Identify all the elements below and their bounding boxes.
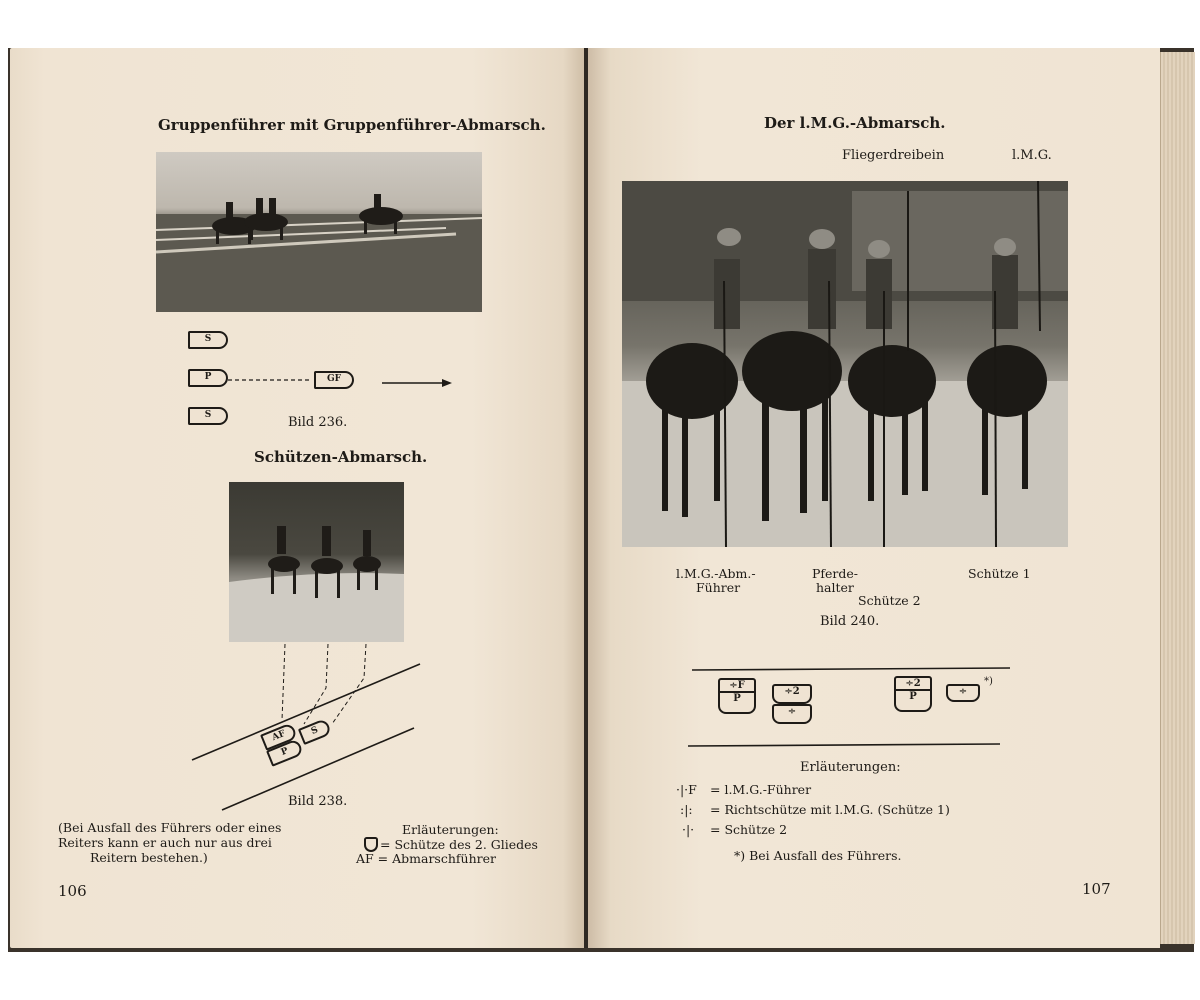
note-line-2: Reiters kann er auch nur aus drei: [58, 835, 272, 850]
right-legend-title: Erläuterungen:: [800, 760, 901, 775]
marker-s-238: S: [298, 718, 332, 745]
schuetze-1-icon: ÷2: [772, 684, 812, 704]
label-pferde-line-2: halter: [816, 580, 854, 595]
right-page: [588, 48, 1160, 948]
caption-bild-236: Bild 236.: [288, 415, 348, 430]
label-fliegerdreibein: Fliegerdreibein: [842, 148, 945, 163]
extra-rider-icon: ÷: [946, 684, 980, 702]
right-legend-line-1: = l.M.G.-Führer: [710, 782, 812, 797]
marker-gf: GF: [314, 371, 354, 389]
right-legend-line-3: = Schütze 2: [710, 822, 788, 837]
left-legend-title: Erläuterungen:: [402, 822, 499, 837]
right-legend-line-2: = Richtschütze mit l.M.G. (Schütze 1): [710, 802, 950, 817]
marker-af: AF: [260, 722, 298, 750]
page-edges: [1160, 52, 1195, 944]
marker-s-bottom: S: [188, 407, 228, 425]
marker-s-top: S: [188, 331, 228, 349]
marker-p-238: P: [266, 738, 304, 766]
left-legend-line-2: AF = Abmarschführer: [356, 851, 496, 866]
lmg-fuehrer-icon: ÷F P: [718, 678, 756, 714]
left-heading-2: Schützen-Abmarsch.: [254, 448, 428, 466]
richtschuetze-symbol-icon: :|:: [680, 802, 693, 817]
page-number-right: 107: [1082, 880, 1111, 898]
schuetze-2-symbol-icon: ·|·: [682, 822, 695, 837]
label-pferde-line-1: Pferde-: [812, 566, 859, 581]
right-footnote: *) Bei Ausfall des Führers.: [734, 848, 902, 863]
label-abm-line-1: l.M.G.-Abm.-: [676, 566, 756, 581]
marker-p: P: [188, 369, 228, 387]
label-schuetze-2: Schütze 2: [858, 593, 921, 608]
left-page: [10, 48, 586, 948]
label-lmg: l.M.G.: [1012, 148, 1052, 163]
caption-bild-240: Bild 240.: [820, 614, 880, 629]
note-line-3: Reitern bestehen.): [90, 850, 208, 865]
richtschuetze-icon: ÷2 P: [894, 676, 932, 712]
caption-bild-238: Bild 238.: [288, 794, 348, 809]
left-heading-1: Gruppenführer mit Gruppenführer-Abmarsch.: [158, 116, 546, 134]
diagram-238-lines: [10, 48, 586, 948]
footnote-marker: *): [984, 676, 993, 687]
page-number-left: 106: [58, 882, 87, 900]
lmg-fuehrer-symbol-icon: ·|·F: [676, 782, 697, 797]
label-schuetze-1: Schütze 1: [968, 566, 1031, 581]
left-legend-line-1: = Schütze des 2. Gliedes: [380, 837, 538, 852]
schuetze-2-glied-icon: [364, 837, 378, 852]
label-abm-line-2: Führer: [696, 580, 741, 595]
schuetze-2-icon: ÷: [772, 704, 812, 724]
note-line-1: (Bei Ausfall des Führers oder eines: [58, 820, 282, 835]
right-heading: Der l.M.G.-Abmarsch.: [764, 114, 946, 132]
